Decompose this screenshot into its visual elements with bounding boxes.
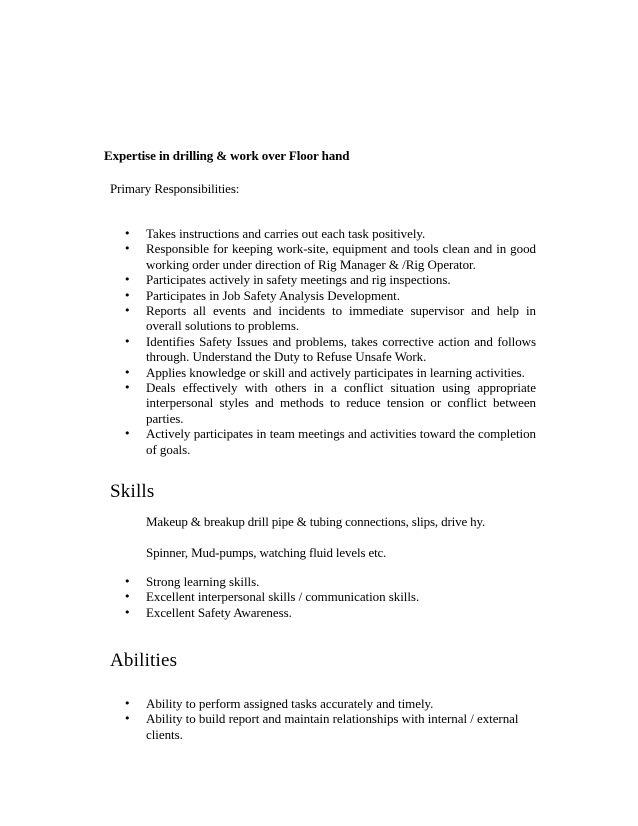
list-item	[0, 365, 536, 380]
list-item-text: • Excellent interpersonal skills / communication skills.	[146, 589, 420, 605]
skill-line: Spinner, Mud-pumps, watching fluid levels etc.	[146, 545, 387, 560]
list-item-text: • Applies knowledge or skill and actively participates in learning activities.	[146, 364, 525, 380]
list-item-text: • Ability to build report and maintain relationships with internal / external clients.	[146, 711, 519, 742]
responsibilities-heading: Primary Responsibilities:	[110, 181, 240, 196]
list-item	[0, 334, 536, 365]
list-item-text: • Identifies Safety Issues and problems, takes corrective action and follows through. Understand the Duty to Refuse Unsafe Work.	[146, 333, 536, 365]
list-item-text: • Takes instructions and carries out each task positively.	[146, 226, 426, 241]
skills-list	[0, 574, 536, 620]
list-item	[0, 605, 536, 620]
skills-heading: Skills	[110, 481, 155, 502]
list-item	[0, 272, 536, 287]
list-item-text: • Responsible for keeping work-site, equipment and tools clean and in good working order under direction of Rig Manager & /Rig Operator.	[146, 241, 536, 272]
list-item-text: • Actively participates in team meetings and activities toward the completion of goals.	[146, 426, 536, 457]
list-item-text: • Strong learning skills.	[146, 574, 260, 589]
list-item	[0, 226, 536, 241]
list-item	[0, 426, 536, 457]
list-item	[0, 380, 536, 426]
abilities-list	[0, 696, 536, 742]
list-item	[0, 288, 536, 303]
abilities-heading: Abilities	[110, 650, 178, 671]
list-item-text: • Reports all events and incidents to immediate supervisor and help in overall solutions to problems.	[146, 303, 536, 334]
list-item	[0, 303, 536, 334]
skill-line: Makeup & breakup drill pipe & tubing connections, slips, drive hy.	[146, 514, 486, 529]
list-item	[0, 574, 536, 589]
list-item	[0, 241, 536, 272]
list-item-text: • Participates in Job Safety Analysis Development.	[146, 287, 400, 303]
list-item	[0, 589, 536, 604]
responsibilities-list	[0, 226, 536, 457]
list-item-text: • Deals effectively with others in a conflict situation using appropriate interpersonal styles and methods to reduce tension or conflict between parties.	[146, 380, 536, 426]
list-item	[0, 711, 536, 742]
role-title: Expertise in drilling & work over Floor hand	[104, 148, 350, 163]
list-item-text: • Excellent Safety Awareness.	[146, 604, 292, 620]
list-item-text: • Ability to perform assigned tasks accurately and timely.	[146, 696, 434, 711]
list-item-text: • Participates actively in safety meetings and rig inspections.	[146, 272, 451, 288]
list-item	[0, 696, 536, 711]
